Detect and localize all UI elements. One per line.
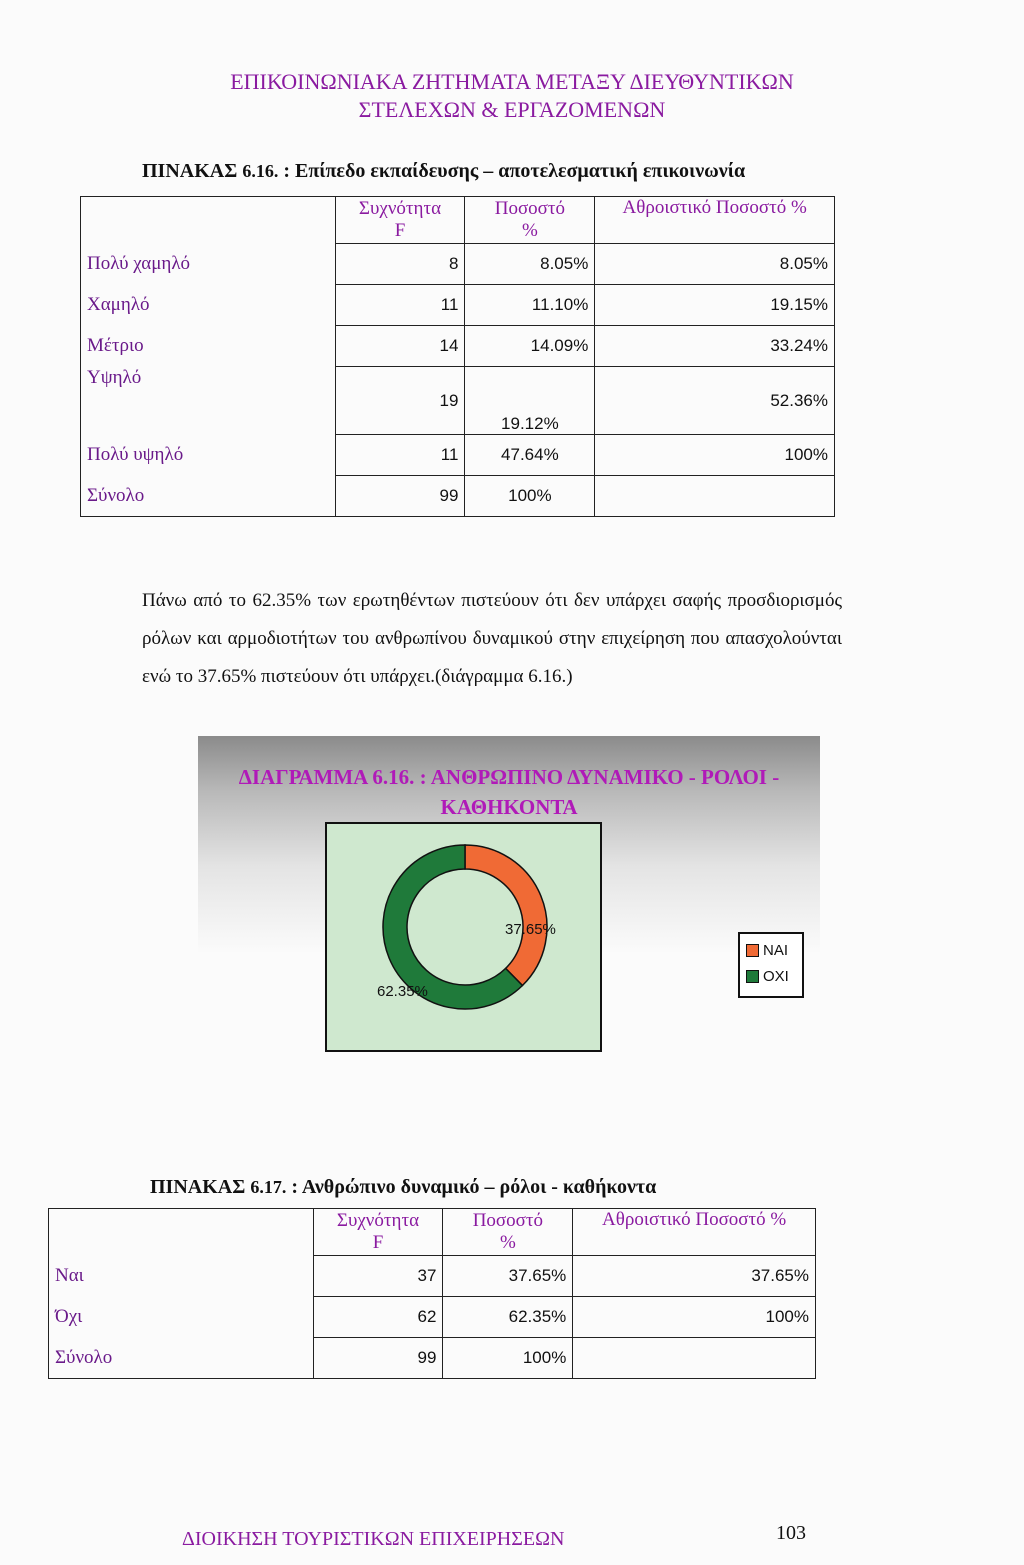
table2-col-cum: Αθροιστικό Ποσοστό % xyxy=(573,1209,816,1256)
table2-col-pct: Ποσοστό % xyxy=(443,1209,573,1256)
legend-item-no xyxy=(746,968,789,985)
table-row xyxy=(49,1256,816,1297)
table1-title-text: : Επίπεδο εκπαίδευσης – αποτελεσματική επικοινωνία xyxy=(283,160,746,182)
chart-title-line-1: ΔΙΑΓΡΑΜΜΑ 6.16. : ΑΝΘΡΩΠΙΝΟ ΔΥΝΑΜΙΚΟ - ΡΟΛΟΙ - xyxy=(238,765,780,789)
cell-freq: 11 xyxy=(335,285,465,326)
cell-cum xyxy=(573,1338,816,1379)
cell-pct: 100% xyxy=(443,1338,573,1379)
table-row xyxy=(81,435,835,476)
table2-header-row xyxy=(49,1209,816,1256)
chart-title xyxy=(198,762,820,822)
cell-cum: 100% xyxy=(595,435,835,476)
row-label: Σύνολο xyxy=(49,1338,314,1379)
table1-col-cum: Αθροιστικό Ποσοστό % xyxy=(595,197,835,244)
cell-cum xyxy=(595,476,835,517)
row-label: Όχι xyxy=(49,1297,314,1338)
table1-title-prefix: ΠΙΝΑΚΑΣ xyxy=(142,160,238,182)
cell-cum: 19.15% xyxy=(595,285,835,326)
table-row xyxy=(81,326,835,367)
cell-pct: 8.05% xyxy=(465,244,595,285)
table1-title xyxy=(142,160,745,183)
cell-freq: 14 xyxy=(335,326,465,367)
doughnut-chart xyxy=(327,824,600,1050)
table-row xyxy=(81,285,835,326)
cell-pct: 14.09% xyxy=(465,326,595,367)
table-row xyxy=(81,476,835,517)
table-row xyxy=(49,1338,816,1379)
row-label: Πολύ υψηλό xyxy=(81,435,336,476)
table1-col-freq: Συχνότητα F xyxy=(335,197,465,244)
cell-freq: 37 xyxy=(313,1256,443,1297)
cell-pct: 19.12% xyxy=(465,367,595,435)
row-label: Ναι xyxy=(49,1256,314,1297)
table2-title-text: : Ανθρώπινο δυναμικό – ρόλοι - καθήκοντα xyxy=(291,1176,657,1198)
cell-freq: 11 xyxy=(335,435,465,476)
row-label: Υψηλό xyxy=(81,367,336,435)
page-footer: ΔΙΟΙΚΗΣΗ ΤΟΥΡΙΣΤΙΚΩΝ ΕΠΙΧΕΙΡΗΣΕΩΝ xyxy=(182,1528,565,1550)
table-row xyxy=(49,1297,816,1338)
data-label-no: 62.35% xyxy=(377,983,428,1000)
page-number: 103 xyxy=(776,1522,806,1544)
table-row xyxy=(81,367,835,435)
cell-cum: 37.65% xyxy=(573,1256,816,1297)
row-label: Σύνολο xyxy=(81,476,336,517)
cell-freq: 19 xyxy=(335,367,465,435)
header-line-1: ΕΠΙΚΟΙΝΩΝΙΑΚΑ ΖΗΤΗΜΑΤΑ ΜΕΤΑΞΥ ΔΙΕΥΘΥΝΤΙΚΩΝ xyxy=(230,69,794,94)
data-label-yes: 37.65% xyxy=(505,921,556,938)
doughnut-slice-yes xyxy=(465,845,547,986)
table2-title-number: 6.17. xyxy=(250,1177,287,1197)
table2-col-freq: Συχνότητα F xyxy=(313,1209,443,1256)
row-label: Χαμηλό xyxy=(81,285,336,326)
row-label: Μέτριο xyxy=(81,326,336,367)
cell-pct: 47.64% xyxy=(465,435,595,476)
cell-cum: 8.05% xyxy=(595,244,835,285)
table2-title-prefix: ΠΙΝΑΚΑΣ xyxy=(150,1176,246,1198)
cell-cum: 33.24% xyxy=(595,326,835,367)
body-paragraph: Πάνω από το 62.35% των ερωτηθέντων πιστεύουν ότι δεν υπάρχει σαφής προσδιορισμός ρόλων και αρμοδιοτήτων του ανθρωπίνου δυναμικού στην επιχείρηση που απασχολούνται ενώ το 37.65% πιστεύουν ότι υπάρχει.(διάγραμμα 6.16.) xyxy=(142,590,842,687)
cell-freq: 99 xyxy=(335,476,465,517)
chart-title-line-2: ΚΑΘΗΚΟΝΤΑ xyxy=(440,795,578,819)
table1-header-row xyxy=(81,197,835,244)
table2-title xyxy=(150,1176,656,1199)
table2-corner xyxy=(49,1209,314,1256)
cell-freq: 62 xyxy=(313,1297,443,1338)
table1 xyxy=(80,196,835,517)
table1-col-pct: Ποσοστό % xyxy=(465,197,595,244)
header-line-2: ΣΤΕΛΕΧΩΝ & ΕΡΓΑΖΟΜΕΝΩΝ xyxy=(358,97,666,122)
cell-pct: 11.10% xyxy=(465,285,595,326)
cell-freq: 99 xyxy=(313,1338,443,1379)
table-row xyxy=(81,244,835,285)
legend-swatch-yes xyxy=(746,944,759,957)
cell-freq: 8 xyxy=(335,244,465,285)
cell-cum: 100% xyxy=(573,1297,816,1338)
cell-cum: 52.36% xyxy=(595,367,835,435)
row-label: Πολύ χαμηλό xyxy=(81,244,336,285)
legend-swatch-no xyxy=(746,970,759,983)
legend-label-yes: ΝΑΙ xyxy=(763,942,789,959)
chart-plot-area xyxy=(325,822,602,1052)
chart-legend xyxy=(738,932,804,998)
cell-pct: 100% xyxy=(465,476,595,517)
cell-pct: 37.65% xyxy=(443,1256,573,1297)
table1-corner xyxy=(81,197,336,244)
legend-label-no: ΟΧΙ xyxy=(763,968,789,985)
legend-item-yes xyxy=(746,942,788,959)
table2 xyxy=(48,1208,816,1379)
table1-title-number: 6.16. xyxy=(242,161,279,181)
cell-pct: 62.35% xyxy=(443,1297,573,1338)
